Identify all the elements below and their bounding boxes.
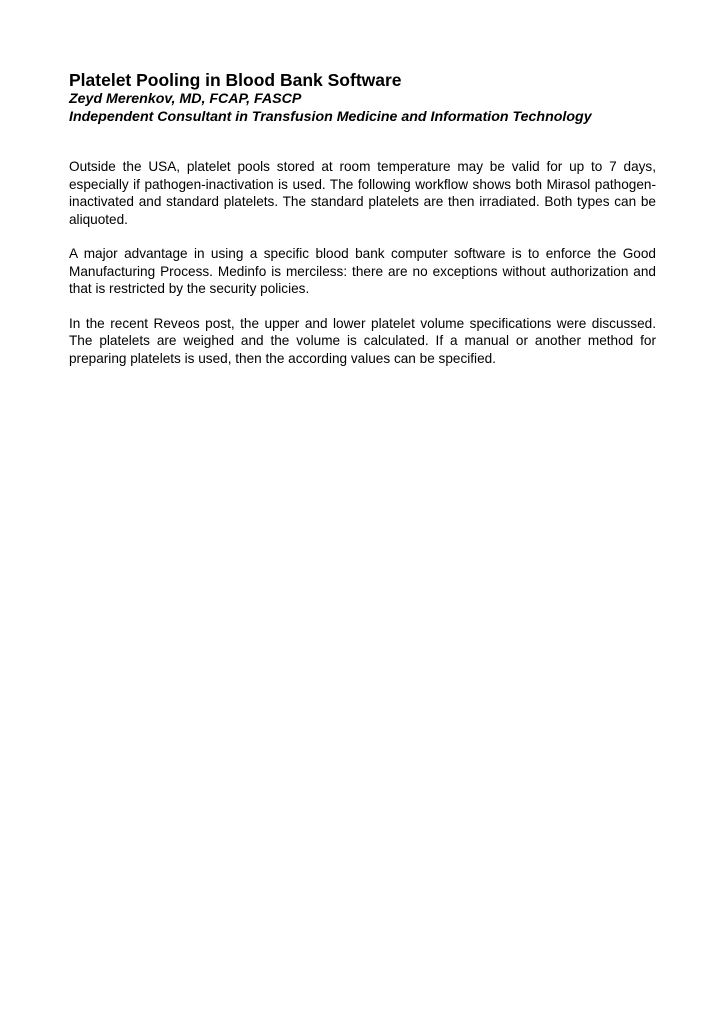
paragraph-platelet-pools: Outside the USA, platelet pools stored at room temperature may be valid for up to 7 days, especially if pathogen-inactivation is used. The following workflow shows both Mirasol pathogen-inactivated and standard platelets. The standard platelets are then irradiated. Both types can be aliquoted.: [69, 159, 656, 227]
affiliation-line: Independent Consultant in Transfusion Medicine and Information Technology: [69, 109, 592, 125]
paragraph-reveos-volume: In the recent Reveos post, the upper and lower platelet volume specifications were discussed. The platelets are weighed and the volume is calculated. If a manual or another method for preparing platelets is used, then the according values can be specified.: [69, 315, 656, 366]
author-line: Zeyd Merenkov, MD, FCAP, FASCP: [69, 91, 302, 107]
document-page: [69, 70, 656, 384]
document-title: Platelet Pooling in Blood Bank Software: [69, 70, 402, 90]
paragraph-gmp-advantage: A major advantage in using a specific blood bank computer software is to enforce the Good Manufacturing Process. Medinfo is merciless: there are no exceptions without authorization and that is restricted by the security policies.: [69, 246, 656, 296]
document-body: [69, 158, 656, 367]
